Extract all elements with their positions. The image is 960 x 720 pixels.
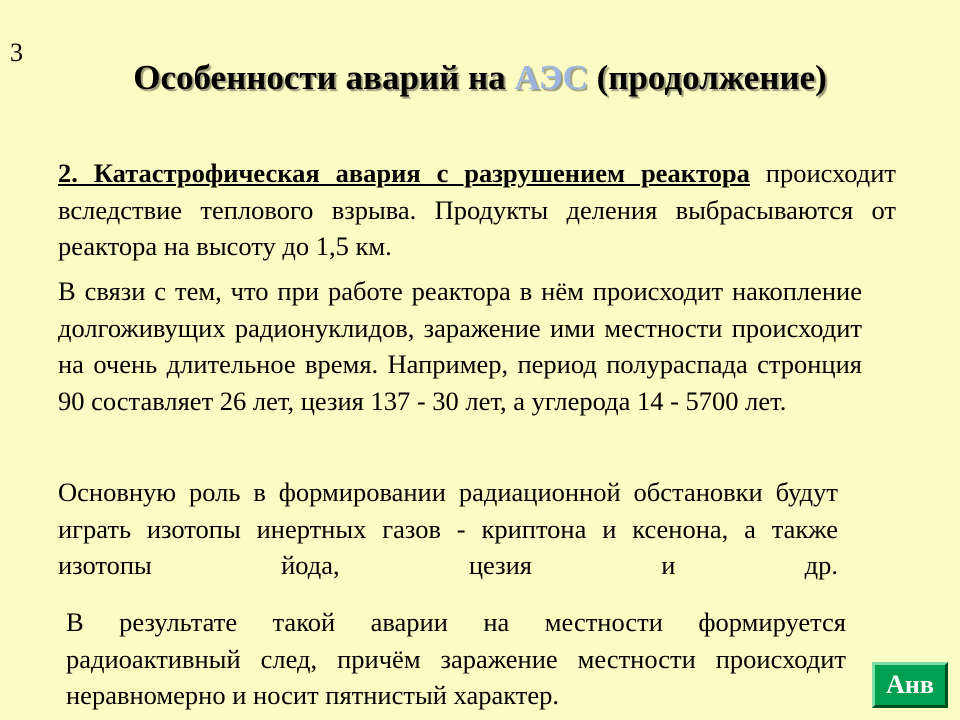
paragraph-lead-text: происходит вследствие теплового взрыва. Продукты деления выбрасываются от реактора на высоту до 1,5 км. [58, 158, 897, 261]
paragraph-radioactive-trace: В результате такой аварии на местности формируется радиоактивный след, причём заражение местности происходит неравномерно и носит пятнистый характер. [66, 607, 846, 710]
paragraph-radiation-situation: Основную роль в формировании радиационной обстановки будут играть изотопы инертных газов - криптона и ксенона, а также изотопы йода, цезия и др. [58, 477, 838, 580]
paragraph-long-lived-radionuclides: В связи с тем, что при работе реактора в нём происходит накопление долгоживущих радионуклидов, заражение ими местности происходит на очень длительное время. Например, период полураспада стронция 90 составляет 26 лет, цезия 137 - 30 лет, а углерода 14 - 5700 лет. [58, 276, 862, 416]
paragraph-lead-heading: 2. Катастрофическая авария с разрушением реактора [58, 158, 750, 188]
slide-title [0, 58, 960, 98]
anv-nav-button[interactable]: Анв [872, 662, 948, 708]
title-text-end: (продолжение) [587, 58, 827, 97]
paragraph-catastrophic-accident [58, 155, 896, 265]
title-text-start: Особенности аварий на [133, 58, 515, 97]
slide-number: 3 [10, 38, 23, 67]
title-accent-aes: АЭС [514, 58, 588, 97]
